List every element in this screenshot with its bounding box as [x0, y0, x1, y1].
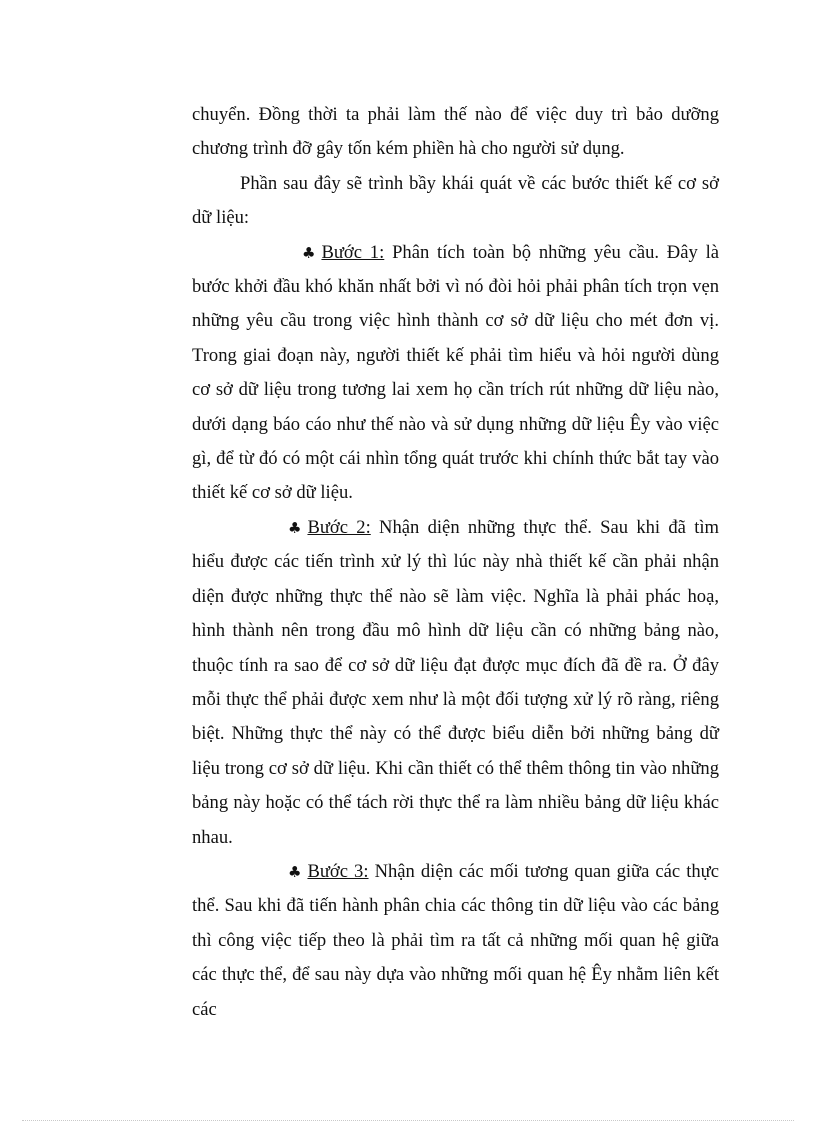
club-bullet-icon: ♣	[288, 518, 302, 537]
paragraph-intro: chuyển. Đồng thời ta phải làm thế nào để việc duy trì bảo dưỡng chương trình đỡ gây tốn kém phiền hà cho người sử dụng.	[192, 104, 719, 160]
document-page	[192, 98, 719, 1027]
step-1-label: Bước 1:	[321, 241, 385, 263]
step-3-text: Nhận diện các mối tương quan giữa các thực thể. Sau khi đã tiến hành phân chia các thông tin dữ liệu vào các bảng thì công việc tiếp theo là phải tìm ra tất cả những mối quan hệ giữa các thực thể, để sau này dựa vào những mối quan hệ Êy nhằm liên kết các	[192, 860, 719, 1020]
club-bullet-icon: ♣	[288, 862, 302, 881]
step-2-text: Nhận diện những thực thể. Sau khi đã tìm hiểu được các tiến trình xử lý thì lúc này nhà thiết kế cần phải nhận diện được những thực thể nào sẽ làm việc. Nghĩa là phải phác hoạ, hình thành nên trong đầu mô hình dữ liệu cần có những bảng nào, thuộc tính ra sao để cơ sở dữ liệu đạt được mục đích đã đề ra. Ở đây mỗi thực thể phải được xem như là một đối tượng xử lý rõ ràng, riêng biệt. Những thực thể này có thể được biểu diễn bởi những bảng dữ liệu trong cơ sở dữ liệu. Khi cần thiết có thể thêm thông tin vào những bảng này hoặc có thể tách rời thực thể ra làm nhiều bảng dữ liệu khác nhau.	[192, 516, 719, 848]
page-bottom-divider	[22, 1120, 794, 1121]
paragraph-step-1	[192, 236, 719, 511]
paragraph-overview: Phần sau đây sẽ trình bầy khái quát về các bước thiết kế cơ sở dữ liệu:	[192, 172, 719, 229]
paragraph-step-2	[192, 511, 719, 855]
club-bullet-icon: ♣	[302, 243, 316, 262]
step-3-label: Bước 3:	[307, 860, 369, 882]
step-1-text: Phân tích toàn bộ những yêu cầu. Đây là bước khởi đầu khó khăn nhất bởi vì nó đòi hỏi phải phân tích trọn vẹn những yêu cầu trong việc hình thành cơ sở dữ liệu cho mét đơn vị. Trong giai đoạn này, người thiết kế phải tìm hiểu và hỏi người dùng cơ sở dữ liệu trong tương lai xem họ cần trích rút những dữ liệu nào, dưới dạng báo cáo như thế nào và sử dụng những dữ liệu Êy vào việc gì, để từ đó có một cái nhìn tổng quát trước khi chính thức bắt tay vào thiết kế cơ sở dữ liệu.	[192, 241, 719, 504]
step-2-label: Bước 2:	[307, 516, 371, 538]
paragraph-step-3	[192, 855, 719, 1027]
